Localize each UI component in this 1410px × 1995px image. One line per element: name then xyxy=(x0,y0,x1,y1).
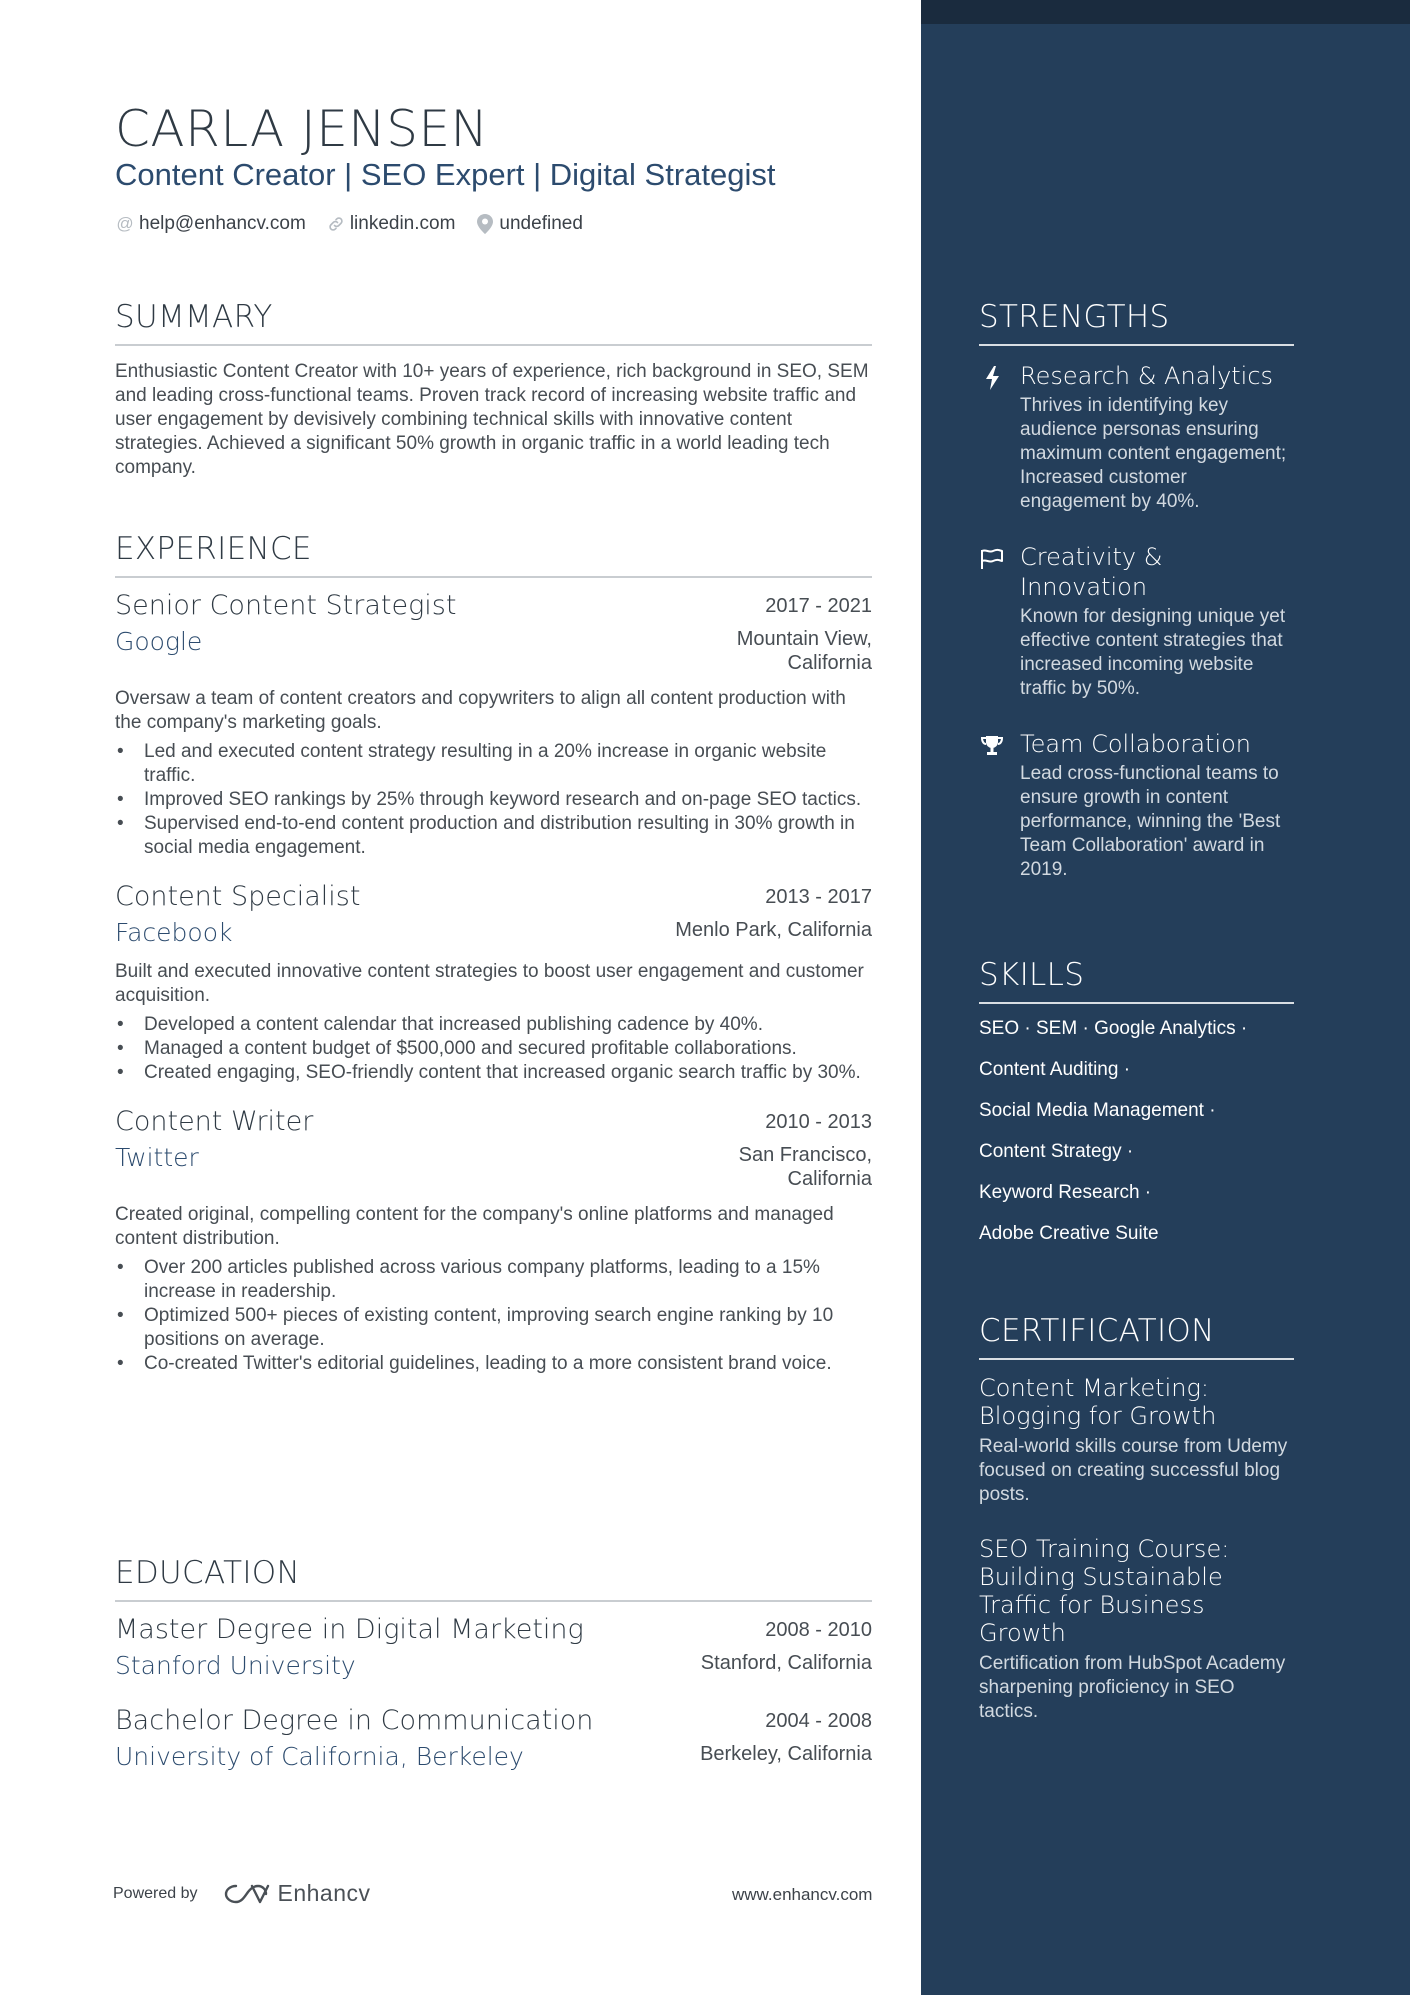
degree-title: Bachelor Degree in Communication xyxy=(115,1705,594,1736)
link-icon xyxy=(326,214,346,234)
strengths-title: STRENGTHS xyxy=(979,299,1294,346)
skill-line: Adobe Creative Suite xyxy=(979,1223,1159,1244)
strength-description: Thrives in identifying key audience personas ensuring maximum content engagement; Increased customer engagement by 40%. xyxy=(1020,395,1287,512)
skill-line: Content Auditing · xyxy=(979,1059,1131,1080)
experience-section xyxy=(115,531,872,1376)
job-title: Content Writer xyxy=(115,1106,314,1137)
strength-title: Research & Analytics xyxy=(1020,362,1274,390)
job-description: Oversaw a team of content creators and copywriters to align all content production with the company's marketing goals. xyxy=(115,688,846,733)
job-bullet: • Developed a content calendar that increased publishing cadence by 40%. xyxy=(115,1013,872,1037)
strength-item xyxy=(979,542,1294,701)
job-title: Content Specialist xyxy=(115,881,361,912)
flag-icon xyxy=(979,546,1005,572)
job-description: Built and executed innovative content strategies to boost user engagement and customer acquisition. xyxy=(115,961,864,1006)
summary-text: Enthusiastic Content Creator with 10+ years of experience, rich background in SEO, SEM and leading cross-functional teams. Proven track record of increasing website traffic and user engagement by devisively combining technical skills with innovative content strategies. Achieved a significant 50% growth in organic traffic in a world leading tech company. xyxy=(115,361,869,478)
trophy-icon xyxy=(979,733,1005,759)
education-location: Berkeley, California xyxy=(700,1743,872,1765)
job-description: Created original, compelling content for the company's online platforms and managed content distribution. xyxy=(115,1204,834,1249)
strength-title: Creativity & Innovation xyxy=(1020,543,1163,601)
enhancv-logo[interactable] xyxy=(224,1880,371,1907)
certification-item xyxy=(979,1374,1294,1507)
job-dates: 2010 - 2013 xyxy=(765,1111,872,1133)
job-company: Twitter xyxy=(115,1143,199,1172)
strengths-section xyxy=(979,299,1294,882)
school-name: University of California, Berkeley xyxy=(115,1742,524,1771)
footer-website[interactable]: www.enhancv.com xyxy=(732,1885,873,1904)
contact-linkedin-text: linkedin.com xyxy=(349,213,456,234)
skill-line: Content Strategy · xyxy=(979,1141,1134,1162)
location-pin-icon xyxy=(475,214,495,234)
job-title: Senior Content Strategist xyxy=(115,590,457,621)
enhancv-logo-icon xyxy=(224,1882,270,1906)
summary-section xyxy=(115,299,872,480)
job-bullet: • Created engaging, SEO-friendly content that increased organic search traffic by 30%. xyxy=(115,1061,872,1085)
certification-description: Real-world skills course from Udemy focused on creating successful blog posts. xyxy=(979,1436,1288,1505)
education-location: Stanford, California xyxy=(700,1652,872,1674)
strength-title: Team Collaboration xyxy=(1020,730,1252,758)
education-section xyxy=(115,1555,872,1772)
certification-description: Certification from HubSpot Academy sharpening proficiency in SEO tactics. xyxy=(979,1653,1286,1722)
degree-title: Master Degree in Digital Marketing xyxy=(115,1614,584,1645)
job-bullet: • Optimized 500+ pieces of existing content, improving search engine ranking by 10 positions on average. xyxy=(115,1304,872,1352)
sidebar xyxy=(921,0,1410,1995)
experience-title: EXPERIENCE xyxy=(115,531,872,578)
education-dates: 2004 - 2008 xyxy=(765,1710,872,1732)
job-dates: 2013 - 2017 xyxy=(765,886,872,908)
education-entry xyxy=(115,1614,872,1681)
at-icon: @ xyxy=(116,214,134,233)
job-bullet: • Managed a content budget of $500,000 and secured profitable collaborations. xyxy=(115,1037,872,1061)
job-location: San Francisco, California xyxy=(738,1144,872,1190)
sidebar-top-band xyxy=(921,0,1410,24)
powered-by-text: Powered by xyxy=(113,1884,198,1902)
certification-title: CERTIFICATION xyxy=(979,1313,1294,1360)
contact-email[interactable] xyxy=(115,213,306,235)
job-bullets xyxy=(115,740,872,860)
brand-name: Enhancv xyxy=(277,1880,371,1906)
contact-row xyxy=(115,211,603,237)
certification-name: SEO Training Course: Building Sustainable Traffic for Business Growth xyxy=(979,1535,1230,1647)
contact-linkedin[interactable] xyxy=(326,213,456,235)
strength-item xyxy=(979,729,1294,882)
education-dates: 2008 - 2010 xyxy=(765,1619,872,1641)
skill-line: Social Media Management · xyxy=(979,1100,1216,1121)
job-bullets xyxy=(115,1013,872,1085)
certification-section xyxy=(979,1313,1294,1724)
education-title: EDUCATION xyxy=(115,1555,872,1602)
candidate-headline: Content Creator | SEO Expert | Digital Strategist xyxy=(115,157,776,192)
strength-description: Lead cross-functional teams to ensure growth in content performance, winning the 'Best Team Collaboration' award in 2019. xyxy=(1020,763,1281,880)
job-bullet: • Supervised end-to-end content production and distribution resulting in 30% growth in social media engagement. xyxy=(115,812,872,860)
job-entry xyxy=(115,1106,872,1376)
job-bullet: • Improved SEO rankings by 25% through keyword research and on-page SEO tactics. xyxy=(115,788,872,812)
footer-branding xyxy=(113,1880,371,1907)
strength-description: Known for designing unique yet effective content strategies that increased incoming website traffic by 50%. xyxy=(1020,606,1286,699)
skill-line: SEO · SEM · Google Analytics · xyxy=(979,1018,1248,1039)
summary-title: SUMMARY xyxy=(115,299,872,346)
candidate-name: CARLA JENSEN xyxy=(115,100,489,158)
job-bullet: • Over 200 articles published across various company platforms, leading to a 15% increase in readership. xyxy=(115,1256,872,1304)
strength-item xyxy=(979,361,1294,514)
job-entry xyxy=(115,590,872,860)
skills-list xyxy=(979,1017,1294,1263)
job-bullets xyxy=(115,1256,872,1376)
job-company: Google xyxy=(115,627,203,656)
contact-email-text: help@enhancv.com xyxy=(139,213,306,234)
job-bullet: • Led and executed content strategy resulting in a 20% increase in organic website traffic. xyxy=(115,740,872,788)
contact-location-text: undefined xyxy=(499,213,583,234)
skills-title: SKILLS xyxy=(979,957,1294,1004)
skill-line: Keyword Research · xyxy=(979,1182,1152,1203)
job-location: Menlo Park, California xyxy=(675,919,872,941)
lightning-bolt-icon xyxy=(979,365,1005,391)
certification-item xyxy=(979,1535,1294,1724)
job-bullet: • Co-created Twitter's editorial guidelines, leading to a more consistent brand voice. xyxy=(115,1352,872,1376)
job-location: Mountain View, California xyxy=(736,628,872,674)
school-name: Stanford University xyxy=(115,1651,356,1680)
skills-section xyxy=(979,957,1294,1263)
certification-name: Content Marketing: Blogging for Growth xyxy=(979,1374,1217,1430)
job-company: Facebook xyxy=(115,918,233,947)
education-entry xyxy=(115,1705,872,1772)
job-entry xyxy=(115,881,872,1085)
job-dates: 2017 - 2021 xyxy=(765,595,872,617)
contact-location xyxy=(475,213,582,235)
